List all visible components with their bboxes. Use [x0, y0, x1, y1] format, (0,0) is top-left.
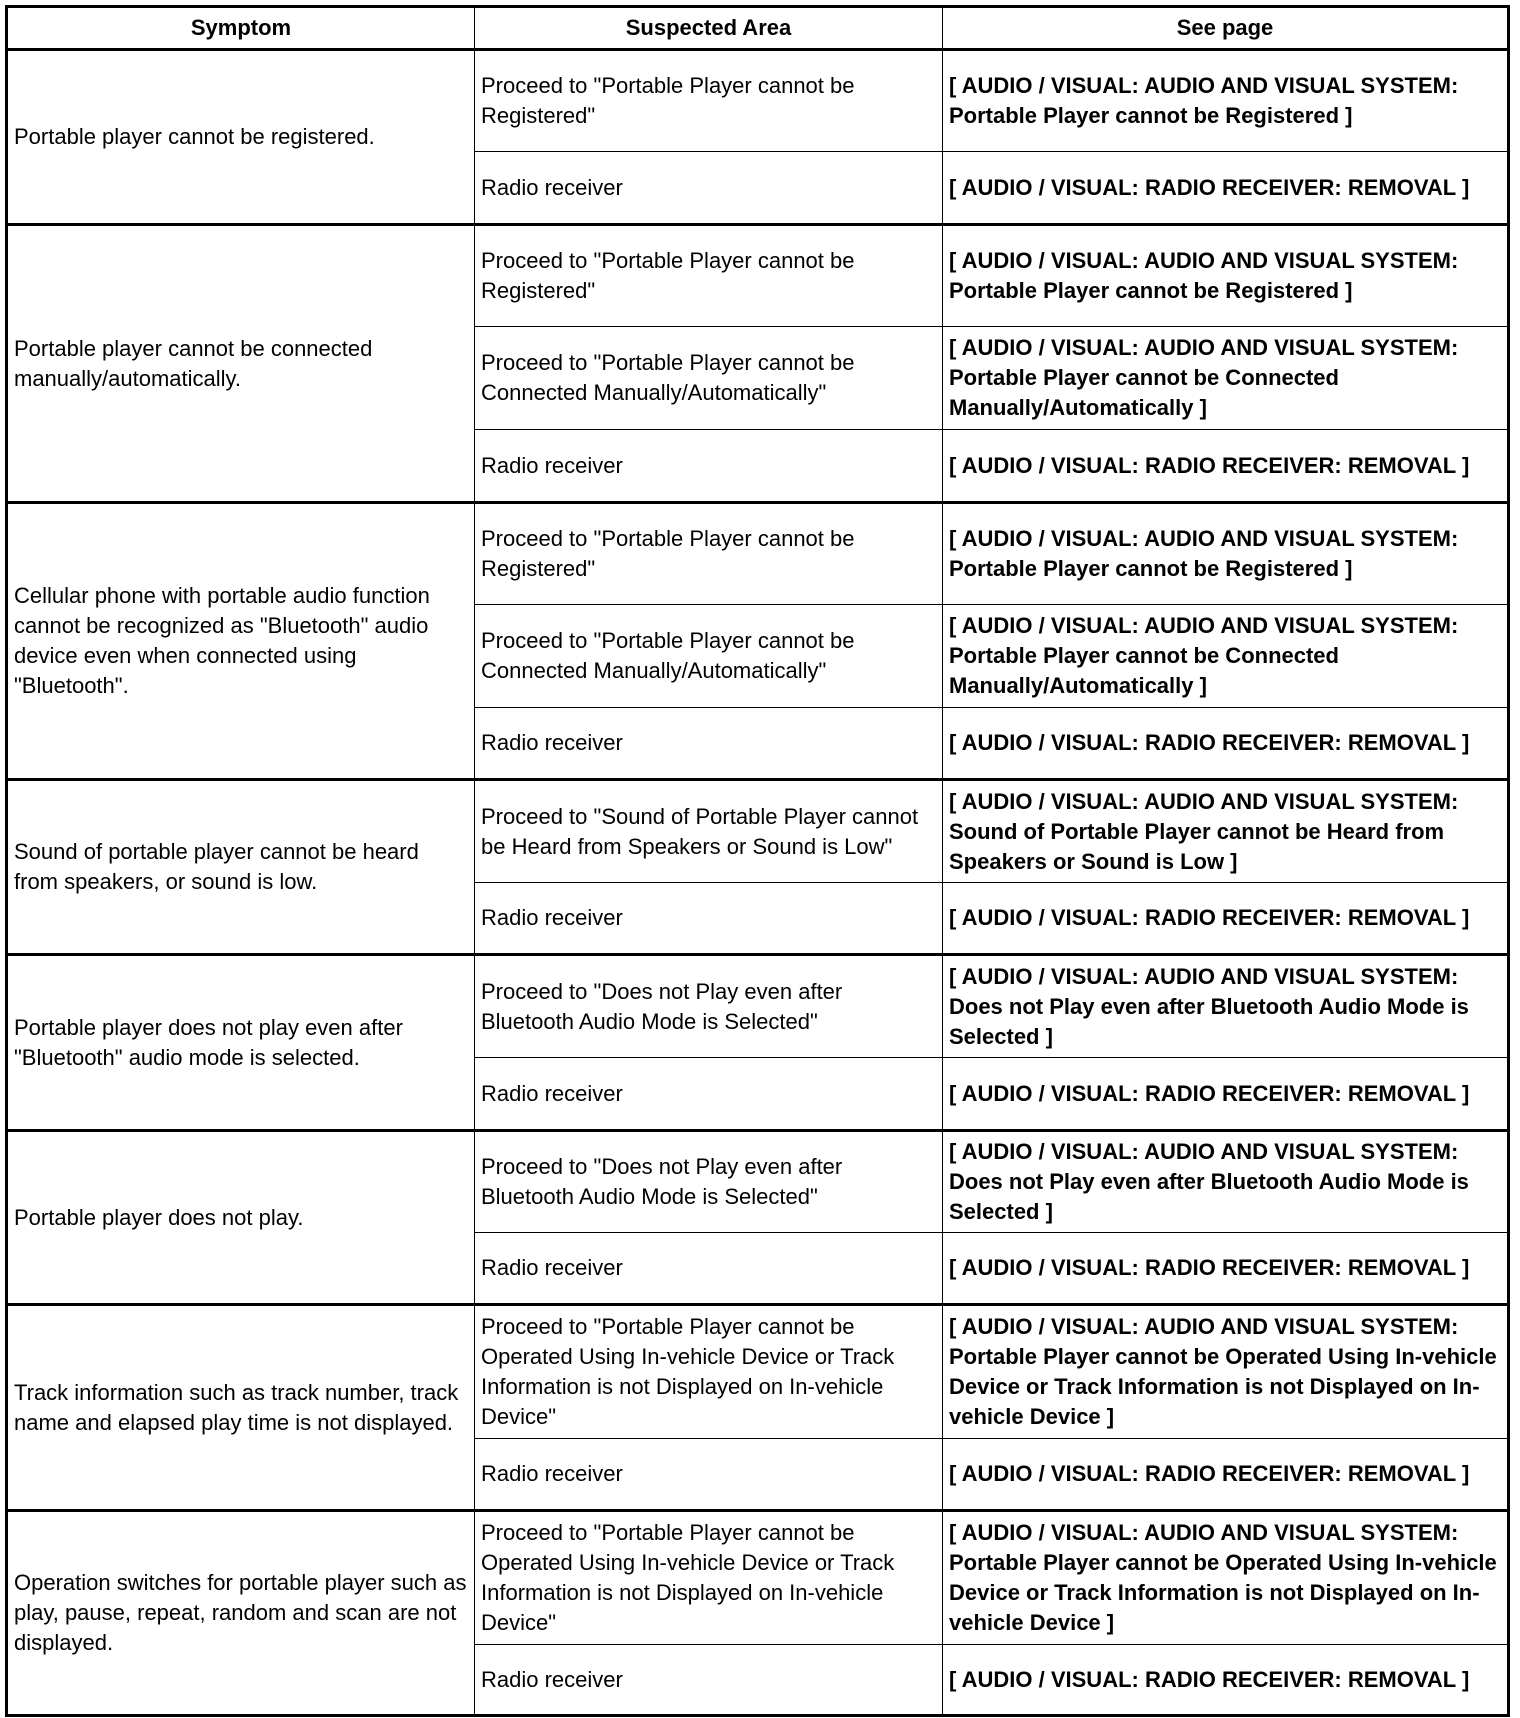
- suspected-area-cell: Radio receiver: [475, 883, 943, 955]
- suspected-area-cell: Proceed to "Portable Player cannot be Connected Manually/Automatically": [475, 327, 943, 430]
- see-page-link[interactable]: [ AUDIO / VISUAL: AUDIO AND VISUAL SYSTEM: Does not Play even after Bluetooth Audio Mode is Selected ]: [943, 955, 1509, 1058]
- symptom-cell: Track information such as track number, track name and elapsed play time is not displayed.: [7, 1305, 475, 1511]
- header-suspected-area: Suspected Area: [475, 7, 943, 50]
- suspected-area-cell: Radio receiver: [475, 708, 943, 780]
- suspected-area-cell: Radio receiver: [475, 1439, 943, 1511]
- see-page-link[interactable]: [ AUDIO / VISUAL: RADIO RECEIVER: REMOVAL ]: [943, 1439, 1509, 1511]
- see-page-link[interactable]: [ AUDIO / VISUAL: AUDIO AND VISUAL SYSTEM: Does not Play even after Bluetooth Audio Mode is Selected ]: [943, 1131, 1509, 1233]
- symptom-cell: Sound of portable player cannot be heard from speakers, or sound is low.: [7, 780, 475, 955]
- table-row: [7, 1305, 1509, 1439]
- symptom-cell: Operation switches for portable player such as play, pause, repeat, random and scan are not displayed.: [7, 1511, 475, 1716]
- see-page-link[interactable]: [ AUDIO / VISUAL: RADIO RECEIVER: REMOVAL ]: [943, 152, 1509, 225]
- suspected-area-cell: Radio receiver: [475, 1058, 943, 1131]
- table-row: [7, 955, 1509, 1058]
- see-page-link[interactable]: [ AUDIO / VISUAL: AUDIO AND VISUAL SYSTEM: Portable Player cannot be Operated Using In-vehicle Device or Track Information is not Displayed on In-vehicle Device ]: [943, 1511, 1509, 1645]
- header-row: [7, 7, 1509, 50]
- see-page-link[interactable]: [ AUDIO / VISUAL: AUDIO AND VISUAL SYSTEM: Portable Player cannot be Registered ]: [943, 50, 1509, 152]
- suspected-area-cell: Radio receiver: [475, 1645, 943, 1716]
- header-symptom: Symptom: [7, 7, 475, 50]
- table-row: [7, 503, 1509, 605]
- suspected-area-cell: Radio receiver: [475, 1233, 943, 1305]
- symptom-table: [5, 5, 1510, 1717]
- symptom-cell: Portable player cannot be registered.: [7, 50, 475, 225]
- suspected-area-cell: Proceed to "Does not Play even after Bluetooth Audio Mode is Selected": [475, 1131, 943, 1233]
- table-row: [7, 1131, 1509, 1233]
- see-page-link[interactable]: [ AUDIO / VISUAL: RADIO RECEIVER: REMOVAL ]: [943, 1233, 1509, 1305]
- symptom-cell: Portable player does not play.: [7, 1131, 475, 1305]
- suspected-area-cell: Proceed to "Does not Play even after Bluetooth Audio Mode is Selected": [475, 955, 943, 1058]
- see-page-link[interactable]: [ AUDIO / VISUAL: RADIO RECEIVER: REMOVAL ]: [943, 1058, 1509, 1131]
- see-page-link[interactable]: [ AUDIO / VISUAL: RADIO RECEIVER: REMOVAL ]: [943, 883, 1509, 955]
- see-page-link[interactable]: [ AUDIO / VISUAL: RADIO RECEIVER: REMOVAL ]: [943, 430, 1509, 503]
- see-page-link[interactable]: [ AUDIO / VISUAL: AUDIO AND VISUAL SYSTEM: Portable Player cannot be Connected Manually/Automatically ]: [943, 327, 1509, 430]
- see-page-link[interactable]: [ AUDIO / VISUAL: AUDIO AND VISUAL SYSTEM: Portable Player cannot be Connected Manually/Automatically ]: [943, 605, 1509, 708]
- table-row: [7, 1511, 1509, 1645]
- see-page-link[interactable]: [ AUDIO / VISUAL: AUDIO AND VISUAL SYSTEM: Portable Player cannot be Registered ]: [943, 225, 1509, 327]
- see-page-link[interactable]: [ AUDIO / VISUAL: RADIO RECEIVER: REMOVAL ]: [943, 708, 1509, 780]
- see-page-link[interactable]: [ AUDIO / VISUAL: AUDIO AND VISUAL SYSTEM: Portable Player cannot be Operated Using In-vehicle Device or Track Information is not Displayed on In-vehicle Device ]: [943, 1305, 1509, 1439]
- table-row: [7, 780, 1509, 883]
- suspected-area-cell: Radio receiver: [475, 430, 943, 503]
- header-see-page: See page: [943, 7, 1509, 50]
- suspected-area-cell: Proceed to "Portable Player cannot be Registered": [475, 225, 943, 327]
- table-row: [7, 225, 1509, 327]
- suspected-area-cell: Proceed to "Portable Player cannot be Registered": [475, 50, 943, 152]
- table-row: [7, 50, 1509, 152]
- suspected-area-cell: Proceed to "Portable Player cannot be Connected Manually/Automatically": [475, 605, 943, 708]
- suspected-area-cell: Proceed to "Sound of Portable Player cannot be Heard from Speakers or Sound is Low": [475, 780, 943, 883]
- see-page-link[interactable]: [ AUDIO / VISUAL: AUDIO AND VISUAL SYSTEM: Sound of Portable Player cannot be Heard from Speakers or Sound is Low ]: [943, 780, 1509, 883]
- symptom-cell: Portable player does not play even after "Bluetooth" audio mode is selected.: [7, 955, 475, 1131]
- see-page-link[interactable]: [ AUDIO / VISUAL: AUDIO AND VISUAL SYSTEM: Portable Player cannot be Registered ]: [943, 503, 1509, 605]
- suspected-area-cell: Proceed to "Portable Player cannot be Operated Using In-vehicle Device or Track Information is not Displayed on In-vehicle Device": [475, 1305, 943, 1439]
- suspected-area-cell: Radio receiver: [475, 152, 943, 225]
- suspected-area-cell: Proceed to "Portable Player cannot be Operated Using In-vehicle Device or Track Information is not Displayed on In-vehicle Device": [475, 1511, 943, 1645]
- suspected-area-cell: Proceed to "Portable Player cannot be Registered": [475, 503, 943, 605]
- symptom-cell: Cellular phone with portable audio function cannot be recognized as "Bluetooth" audio device even when connected using "Bluetooth".: [7, 503, 475, 780]
- symptom-cell: Portable player cannot be connected manually/automatically.: [7, 225, 475, 503]
- see-page-link[interactable]: [ AUDIO / VISUAL: RADIO RECEIVER: REMOVAL ]: [943, 1645, 1509, 1716]
